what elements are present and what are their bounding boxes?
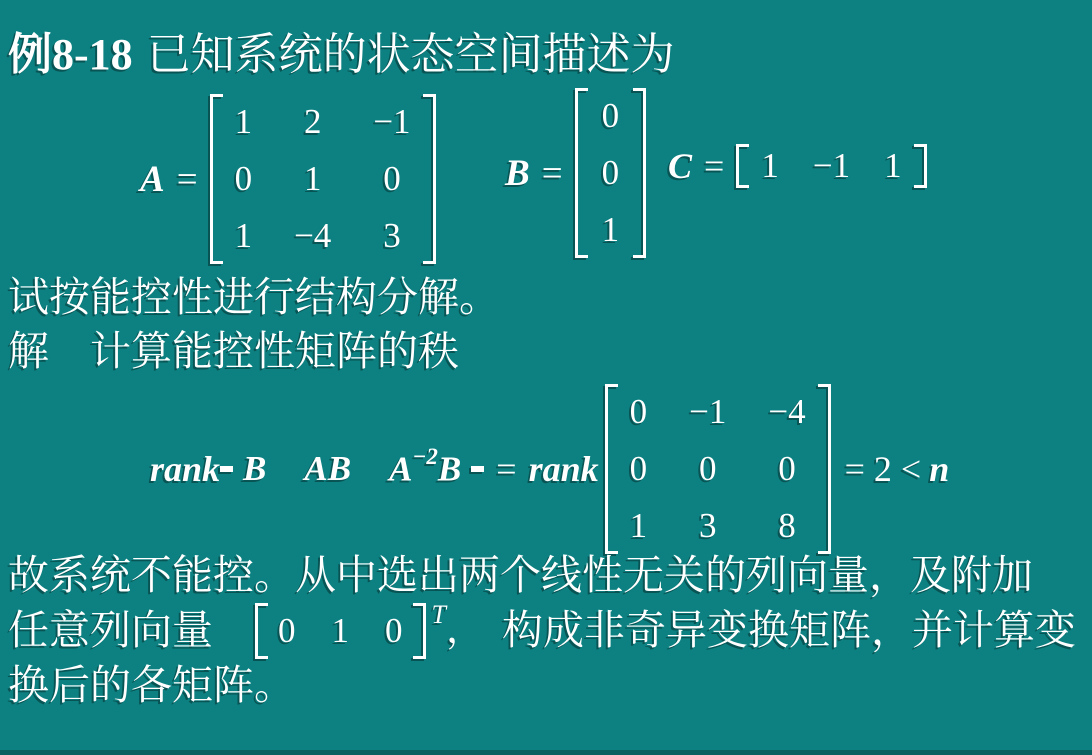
- matrix-cell: 1: [234, 102, 253, 141]
- solution-line: 解 计算能控性矩阵的秩: [8, 328, 459, 374]
- bracket-left: [605, 384, 618, 554]
- added-column-vector: [255, 603, 426, 659]
- equation-matrix-B: [505, 88, 646, 258]
- matrix-cell: −4: [294, 216, 332, 255]
- slide-title: [8, 18, 675, 82]
- controllability-row-vector: [220, 438, 484, 500]
- matrix-cell: −1: [689, 392, 727, 431]
- rank-matrix: [605, 384, 831, 554]
- matrix-cell: 3: [698, 506, 717, 545]
- matrix-cell: 1: [884, 146, 902, 185]
- bracket-right: [423, 94, 436, 264]
- rank-result-n: n: [929, 449, 950, 489]
- matrix-cell: 0: [778, 449, 796, 488]
- bracket-right: [413, 603, 426, 659]
- rank-result: = 2 <: [844, 449, 922, 489]
- paragraph-line-1: 故系统不能控。从中选出两个线性无关的列向量，及附加: [8, 552, 1033, 598]
- matrix-C: [736, 144, 926, 188]
- matrix-C-symbol: C: [668, 146, 693, 186]
- equals-sign: =: [176, 158, 198, 200]
- paragraph-line-2-rest: 构成非奇异变换矩阵，并计算变: [501, 607, 1076, 653]
- comma: ，: [445, 609, 484, 651]
- matrix-cell: −4: [768, 392, 806, 431]
- bracket-left: [736, 144, 749, 188]
- rank-equation: [150, 384, 949, 554]
- equals-sign: =: [496, 449, 517, 489]
- matrix-A-symbol: A: [140, 158, 165, 200]
- matrix-cell: 0: [601, 96, 620, 135]
- matrix-cell: −1: [373, 102, 411, 141]
- bracket-right: [633, 88, 646, 258]
- conclusion-paragraph: [8, 548, 1076, 713]
- transpose-symbol: T: [431, 600, 446, 629]
- vector-cell: 1: [331, 611, 349, 650]
- equation-matrix-C: [668, 144, 927, 188]
- equals-sign: =: [541, 152, 563, 194]
- paragraph-line-2: [8, 600, 1076, 658]
- matrix-cell: 0: [698, 449, 717, 488]
- matrix-cell: 2: [303, 102, 322, 141]
- vector-cell: 0: [278, 611, 296, 650]
- matrix-cell: 0: [234, 159, 253, 198]
- bracket-left: [220, 466, 233, 472]
- bracket-left: [575, 88, 588, 258]
- slide-bottom-edge: [0, 750, 1092, 755]
- matrix-cell: −1: [812, 146, 851, 185]
- prompt-line: 试按能控性进行结构分解。: [8, 274, 500, 320]
- matrix-cell: 1: [761, 146, 779, 185]
- matrix-B-symbol: B: [505, 152, 530, 194]
- paragraph-line-2-prefix: 任意列向量: [8, 607, 213, 653]
- bracket-right: [471, 466, 484, 472]
- matrix-cell: 3: [383, 216, 401, 255]
- vector-cell: 0: [385, 611, 403, 650]
- matrix-cell: 1: [303, 159, 322, 198]
- title-text: 已知系统的状态空间描述为: [146, 30, 675, 79]
- matrix-cell: 0: [629, 449, 648, 488]
- vector-entry-A2B: $A^{-2}B$: [389, 444, 462, 489]
- rank-word: rank: [150, 449, 221, 489]
- equation-matrix-A: [140, 94, 436, 264]
- bracket-right: [818, 384, 831, 554]
- matrix-cell: 8: [778, 506, 796, 545]
- bracket-left: [210, 94, 223, 264]
- matrix-cell: 0: [629, 392, 648, 431]
- exponent: −2: [412, 444, 438, 470]
- bracket-right: [914, 144, 927, 188]
- matrix-cell: 1: [234, 216, 253, 255]
- rank-word: rank: [528, 449, 599, 489]
- equals-sign: =: [704, 146, 725, 186]
- bracket-left: [255, 603, 268, 659]
- matrix-cell: 1: [629, 506, 648, 545]
- matrix-B: [575, 88, 647, 258]
- vector-entry-AB: AB: [304, 449, 352, 488]
- example-number: 例8-18: [8, 30, 133, 79]
- vector-entry-B: B: [243, 449, 267, 488]
- matrix-cell: 0: [383, 159, 401, 198]
- matrix-cell: 0: [601, 153, 620, 192]
- paragraph-line-3: 换后的各矩阵。: [8, 662, 295, 708]
- matrix-cell: 1: [601, 210, 620, 249]
- matrix-A: [210, 94, 436, 264]
